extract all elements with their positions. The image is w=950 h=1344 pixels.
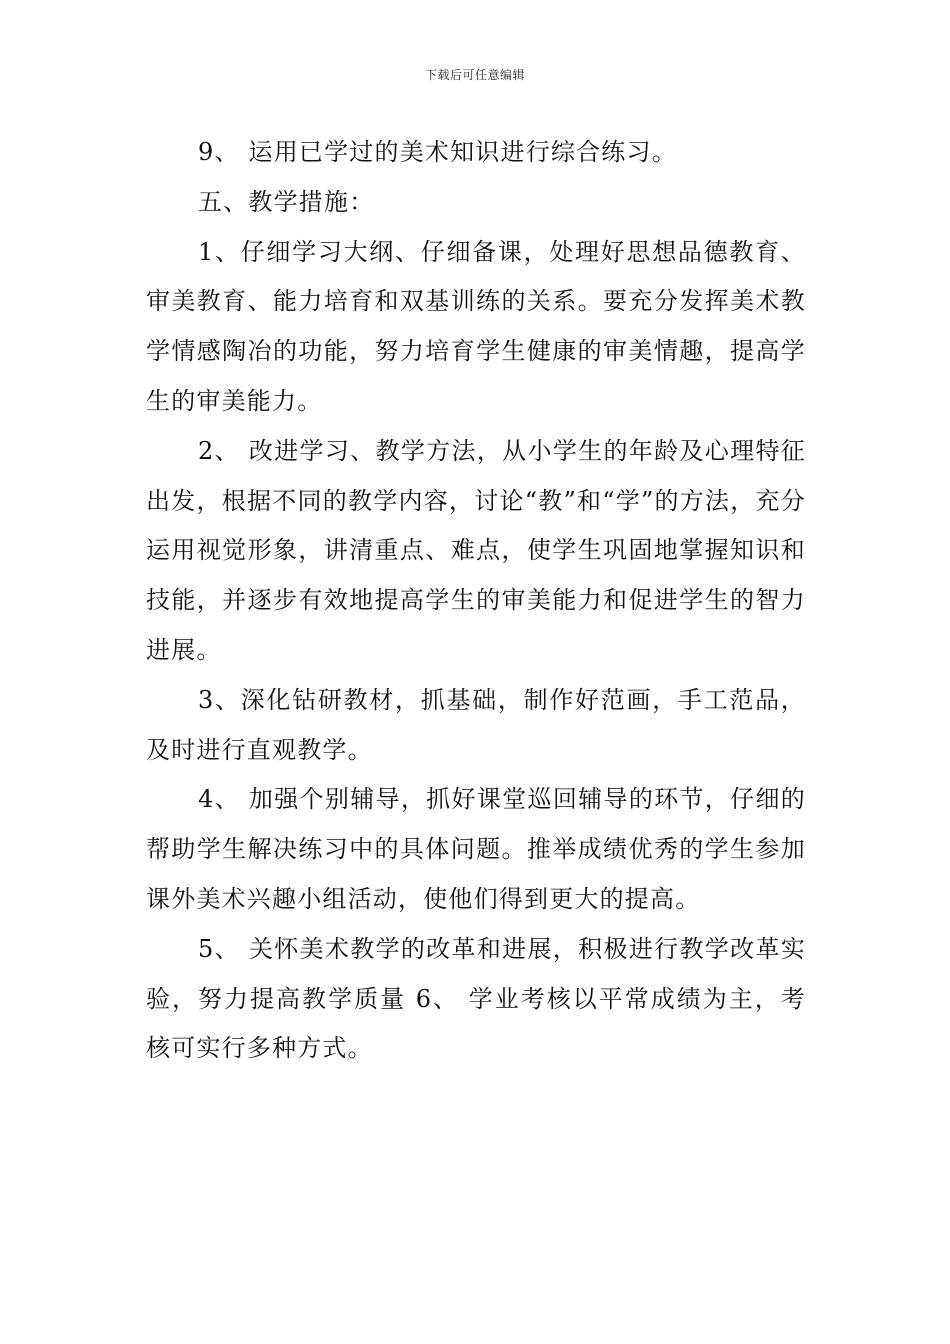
paragraph-measure-3: 3、深化钻研教材，抓基础，制作好范画，手工范品，及时进行直观教学。	[146, 685, 806, 764]
paragraph-measure-5-6: 5、 关怀美术教学的改革和进展，积极进行教学改革实验，努力提高教学质量 6、 学业考核以平常成绩为主，考核可实行多种方式。	[146, 934, 806, 1063]
section-heading-teaching-measures: 五、教学措施：	[198, 187, 375, 216]
header-note: 下载后可任意编辑	[424, 68, 525, 82]
document-body	[146, 128, 806, 1074]
paragraph-item-9: 9、 运用已学过的美术知识进行综合练习。	[198, 138, 677, 166]
paragraph-measure-2: 2、 改进学习、教学方法，从小学生的年龄及心理特征出发，根据不同的教学内容，讨论“教”和“学”的方法，充分运用视觉形象，讲清重点、难点，使学生巩固地掌握知识和技能，并逐步有效地提高学生的审美能力和促进学生的智力进展。	[146, 436, 806, 664]
paragraph-measure-1: 1、仔细学习大纲、仔细备课，处理好思想品德教育、审美教育、能力培育和双基训练的关系。要充分发挥美术教学情感陶冶的功能，努力培育学生健康的审美情趣，提高学生的审美能力。	[146, 237, 806, 415]
paragraph-measure-4: 4、 加强个别辅导，抓好课堂巡回辅导的环节，仔细的帮助学生解决练习中的具体问题。推举成绩优秀的学生参加课外美术兴趣小组活动，使他们得到更大的提高。	[146, 785, 806, 913]
